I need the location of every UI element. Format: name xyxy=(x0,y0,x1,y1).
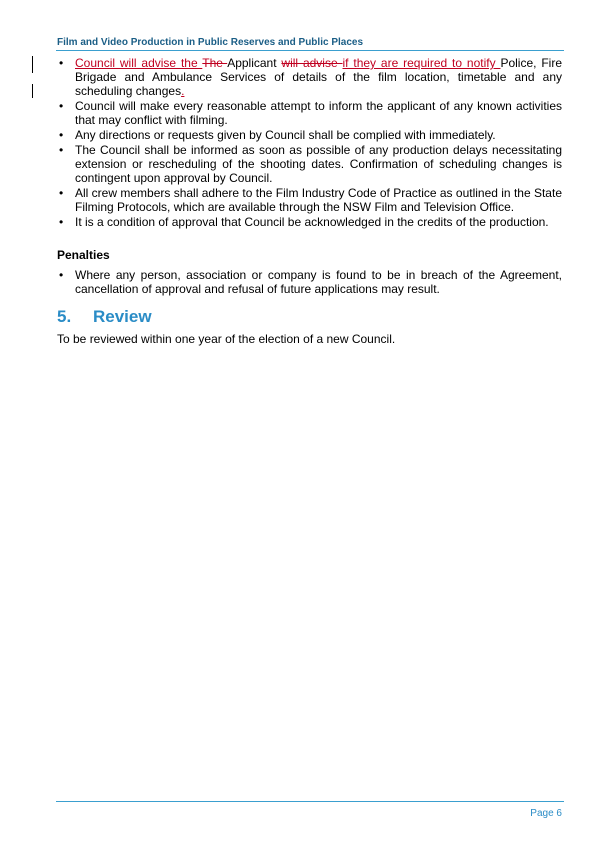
list-item xyxy=(59,215,562,229)
revision-change-bar xyxy=(32,84,33,98)
tracked-insertion: if they are required to notify xyxy=(342,56,501,70)
revision-change-bar xyxy=(32,56,33,73)
tracked-insertion: Council will advise the xyxy=(75,56,203,70)
list-item xyxy=(59,128,562,142)
running-header-title: Film and Video Production in Public Reserves and Public Places xyxy=(57,37,364,48)
section-body-text: To be reviewed within one year of the election of a new Council. xyxy=(57,332,396,346)
header-divider xyxy=(56,50,564,51)
page-number: Page 6 xyxy=(530,808,562,819)
penalties-bullet-list xyxy=(59,268,562,297)
section-heading xyxy=(57,307,152,327)
bullet-glyph: • xyxy=(59,268,64,282)
bullet-glyph: • xyxy=(59,99,64,113)
tracked-insertion: . xyxy=(181,84,185,98)
list-item xyxy=(59,268,562,296)
list-item xyxy=(59,99,562,127)
bullet-glyph: • xyxy=(59,215,64,229)
bullet-text: Where any person, association or company is found to be in breach of the Agreement, cancellation of approval and refusal of future applications may result. xyxy=(75,268,562,296)
footer-divider xyxy=(56,801,564,802)
section-title: Review xyxy=(93,307,152,326)
tracked-deletion: will advise xyxy=(281,56,343,70)
list-item xyxy=(59,186,562,214)
bullet-text: Applicant xyxy=(227,56,282,70)
tracked-deletion: The xyxy=(202,56,228,70)
bullet-text: Police, Fire Brigade and Ambulance Services of details of the film location, timetable and any scheduling changes xyxy=(75,56,563,98)
bullet-text: It is a condition of approval that Council be acknowledged in the credits of the production. xyxy=(75,215,549,229)
list-item xyxy=(59,143,562,185)
bullet-text: All crew members shall adhere to the Film Industry Code of Practice as outlined in the State Filming Protocols, which are available through the NSW Film and Television Office. xyxy=(75,186,562,214)
section-number: 5. xyxy=(57,307,72,326)
bullet-text: Council will make every reasonable attempt to inform the applicant of any known activities that may conflict with filming. xyxy=(75,99,562,127)
list-item xyxy=(59,56,562,98)
bullet-glyph: • xyxy=(59,186,64,200)
conditions-bullet-list xyxy=(59,56,562,230)
bullet-glyph: • xyxy=(59,128,64,142)
bullet-glyph: • xyxy=(59,143,64,157)
penalties-heading: Penalties xyxy=(57,248,110,262)
bullet-glyph: • xyxy=(59,56,64,70)
bullet-text: Any directions or requests given by Council shall be complied with immediately. xyxy=(75,128,496,142)
bullet-text: The Council shall be informed as soon as possible of any production delays necessitating extension or rescheduling of the shooting dates. Confirmation of scheduling changes is contingent upon approval by Council. xyxy=(75,143,562,185)
